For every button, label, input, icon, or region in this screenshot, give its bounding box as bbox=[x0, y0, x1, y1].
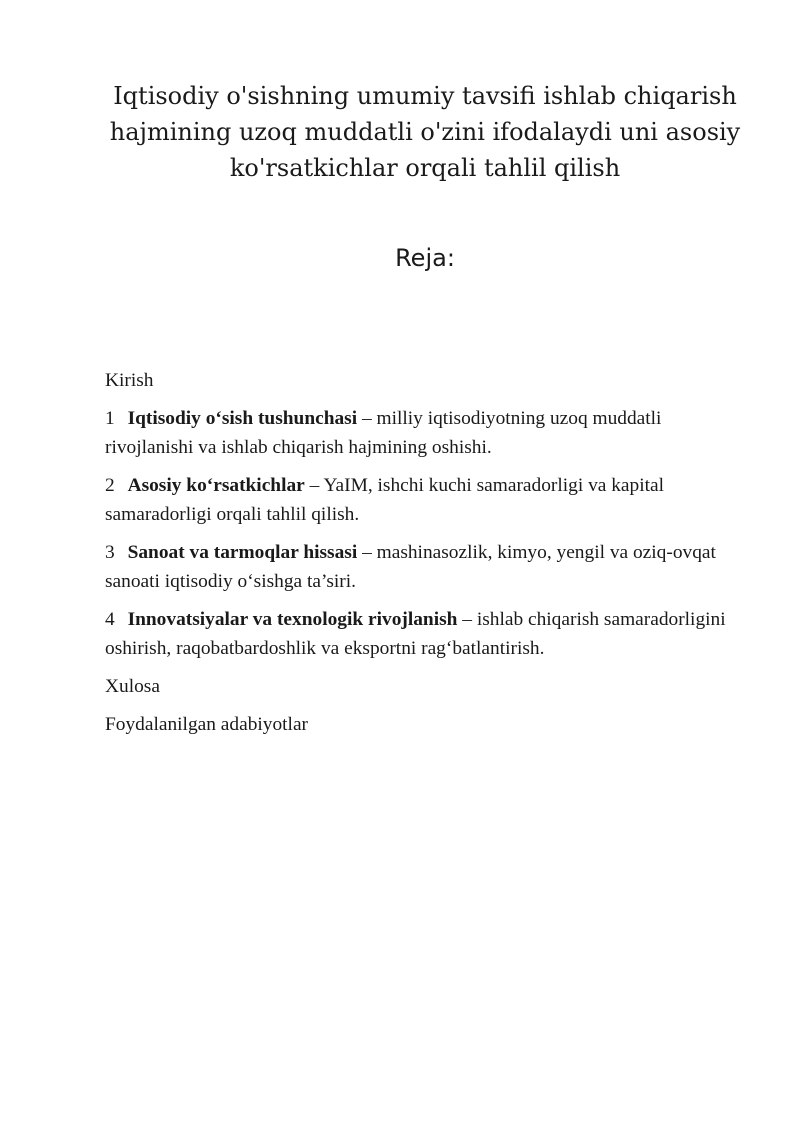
plan-item-text: – milliy iqtisodiyotning uzoq muddatli rivojlanishi va ishlab chiqarish hajmining oshishi. bbox=[105, 408, 662, 458]
intro-line: Kirish bbox=[105, 370, 154, 391]
plan-item-number: 1 bbox=[105, 408, 115, 429]
plan-item-text: – YaIM, ishchi kuchi samaradorligi va kapital samaradorligi orqali tahlil qilish. bbox=[105, 475, 664, 525]
conclusion-line: Xulosa bbox=[105, 676, 160, 697]
plan-heading: Reja: bbox=[395, 244, 455, 272]
plan-body bbox=[105, 366, 733, 748]
plan-item-number: 4 bbox=[105, 609, 115, 630]
plan-item-1 bbox=[105, 404, 733, 462]
plan-item-text: – ishlab chiqarish samaradorligini oshirish, raqobatbardoshlik va eksportni rag‘batlantirish. bbox=[105, 609, 726, 659]
plan-item-term: Innovatsiyalar va texnologik rivojlanish bbox=[127, 609, 458, 630]
plan-item-term: Iqtisodiy o‘sish tushunchasi bbox=[127, 408, 358, 429]
plan-item-3 bbox=[105, 538, 733, 596]
plan-item-number: 2 bbox=[105, 475, 115, 496]
plan-item-number: 3 bbox=[105, 542, 115, 563]
plan-item-text: – mashinasozlik, kimyo, yengil va oziq-ovqat sanoati iqtisodiy o‘sishga ta’siri. bbox=[105, 542, 716, 592]
references-line: Foydalanilgan adabiyotlar bbox=[105, 714, 309, 735]
plan-item-2 bbox=[105, 471, 733, 529]
plan-item-term: Asosiy ko‘rsatkichlar bbox=[127, 475, 305, 496]
document-title: Iqtisodiy o'sishning umumiy tavsifi ishlab chiqarish hajmining uzoq muddatli o'zini ifodalaydi uni asosiy ko'rsatkichlar orqali tahlil qilish bbox=[109, 82, 741, 182]
plan-item-4 bbox=[105, 605, 733, 663]
plan-item-term: Sanoat va tarmoqlar hissasi bbox=[127, 542, 358, 563]
